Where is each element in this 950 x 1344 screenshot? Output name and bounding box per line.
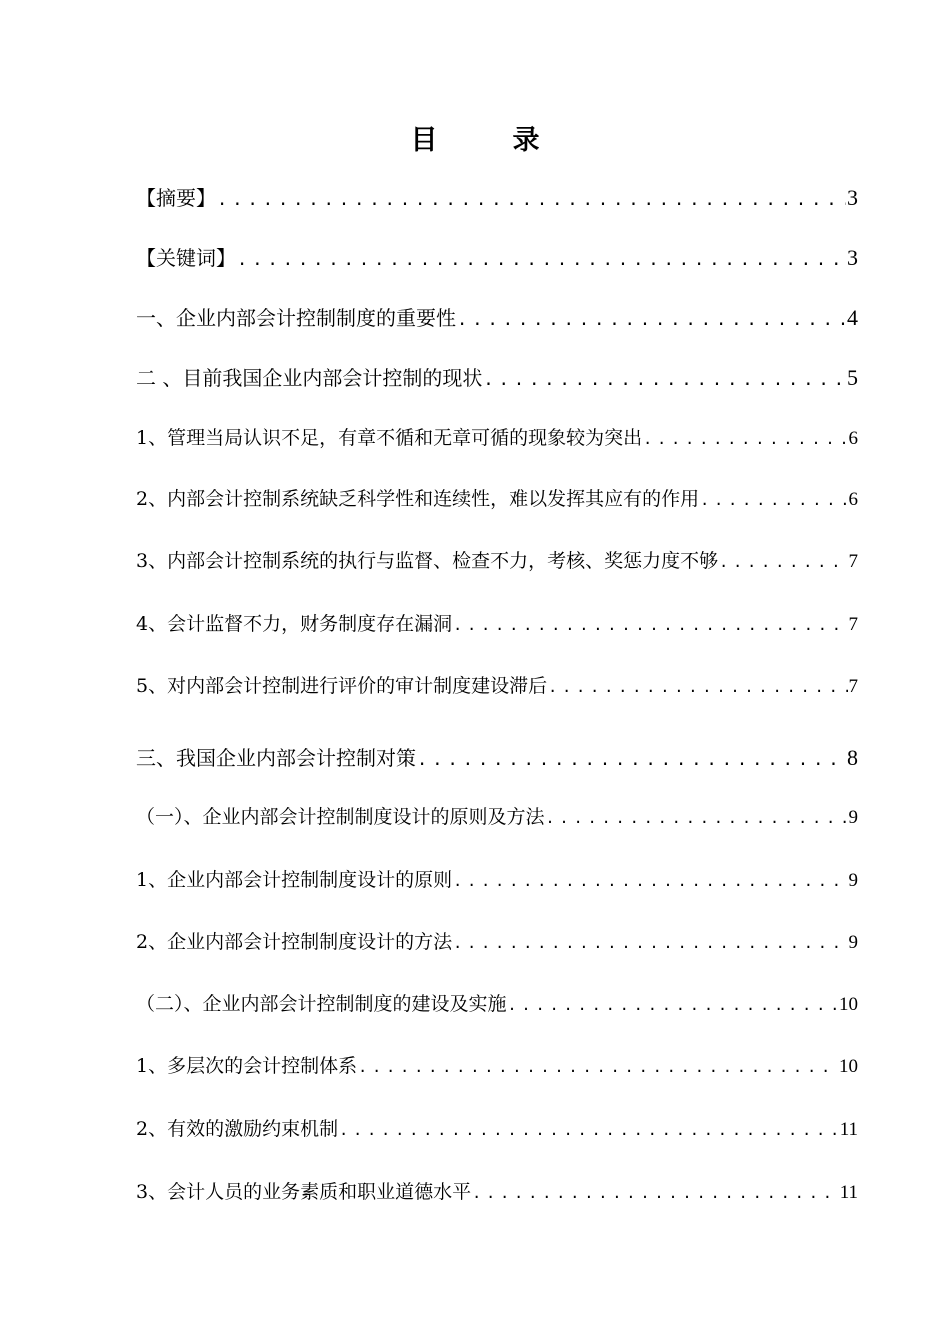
toc-entry-3-b-2[interactable] (136, 1114, 858, 1141)
toc-entry-label: （一）、企业内部会计控制制度设计的原则及方法 (136, 806, 545, 828)
toc-leader-dots (457, 310, 846, 330)
toc-leader-dots (339, 1121, 839, 1139)
toc-entry-2-2[interactable] (136, 484, 858, 511)
toc-leader-dots (643, 430, 847, 448)
toc-entry-label: 二 、目前我国企业内部会计控制的现状 (136, 366, 483, 390)
toc-entry-2-5[interactable] (136, 671, 858, 698)
toc-entry-section-1[interactable] (136, 302, 858, 331)
toc-entry-page: 6 (848, 428, 858, 449)
toc-leader-dots (453, 934, 847, 952)
toc-entry-abstract[interactable] (136, 182, 858, 211)
toc-title-right: 录 (512, 125, 540, 156)
toc-entry-page: 7 (848, 676, 858, 697)
toc-leader-dots (417, 750, 846, 770)
toc-entry-2-3[interactable] (136, 546, 858, 573)
toc-title (0, 118, 950, 157)
toc-entry-label: 5、对内部会计控制进行评价的审计制度建设滞后 (136, 675, 548, 697)
toc-entry-label: （二）、企业内部会计控制制度的建设及实施 (136, 993, 507, 1015)
toc-entry-page: 4 (847, 305, 858, 330)
toc-entry-page: 6 (848, 489, 858, 510)
toc-entry-label: 3、会计人员的业务素质和职业道德水平 (136, 1181, 472, 1203)
toc-entry-3-a-2[interactable] (136, 927, 858, 954)
toc-entry-label: 1、多层次的会计控制体系 (136, 1055, 358, 1077)
toc-entry-page: 3 (847, 185, 858, 210)
toc-leader-dots (472, 1184, 839, 1202)
toc-leader-dots (719, 553, 847, 571)
toc-leader-dots (546, 809, 848, 827)
toc-entry-page: 9 (848, 807, 858, 828)
toc-entry-label: 一、企业内部会计控制制度的重要性 (136, 306, 456, 330)
toc-leader-dots (217, 190, 846, 210)
toc-entry-2-1[interactable] (136, 423, 858, 450)
toc-entry-label: 【关键词】 (136, 246, 236, 270)
toc-entry-keywords[interactable] (136, 242, 858, 271)
toc-entry-label: 2、有效的激励约束机制 (136, 1118, 339, 1140)
toc-entry-section-2[interactable] (136, 362, 858, 391)
toc-leader-dots (548, 678, 847, 696)
toc-entry-label: 3、内部会计控制系统的执行与监督、检查不力，考核、奖惩力度不够 (136, 550, 719, 572)
toc-entry-page: 10 (839, 994, 858, 1015)
toc-entry-page: 9 (848, 870, 858, 891)
toc-entry-2-4[interactable] (136, 609, 858, 636)
toc-entry-page: 8 (847, 745, 858, 770)
toc-entry-3-a[interactable] (136, 802, 858, 829)
toc-entry-page: 3 (847, 245, 858, 270)
toc-entry-page: 9 (848, 932, 858, 953)
toc-entry-label: 2、内部会计控制系统缺乏科学性和连续性，难以发挥其应有的作用 (136, 488, 700, 510)
toc-leader-dots (237, 250, 846, 270)
toc-entry-label: 三、我国企业内部会计控制对策 (136, 746, 416, 770)
toc-leader-dots (358, 1058, 838, 1076)
toc-entry-section-3[interactable] (136, 742, 858, 771)
toc-entry-3-a-1[interactable] (136, 865, 858, 892)
toc-leader-dots (453, 616, 847, 634)
toc-title-left: 目 (410, 125, 438, 156)
toc-entry-label: 2、企业内部会计控制制度设计的方法 (136, 931, 453, 953)
toc-entry-label: 【摘要】 (136, 186, 216, 210)
toc-entry-page: 7 (848, 551, 858, 572)
toc-entry-page: 5 (847, 365, 858, 390)
toc-entry-3-b-1[interactable] (136, 1051, 858, 1078)
toc-entry-page: 11 (839, 1182, 858, 1203)
toc-entry-page: 11 (839, 1119, 858, 1140)
toc-entry-label: 1、管理当局认识不足，有章不循和无章可循的现象较为突出 (136, 427, 643, 449)
toc-leader-dots (508, 996, 838, 1014)
toc-entry-page: 10 (839, 1056, 858, 1077)
toc-leader-dots (483, 370, 846, 390)
toc-entry-3-b-3[interactable] (136, 1177, 858, 1204)
toc-leader-dots (453, 872, 847, 890)
toc-entry-3-b[interactable] (136, 989, 858, 1016)
toc-entry-page: 7 (848, 614, 858, 635)
toc-leader-dots (700, 491, 847, 509)
toc-entry-label: 4、会计监督不力，财务制度存在漏洞 (136, 613, 453, 635)
toc-entry-label: 1、企业内部会计控制制度设计的原则 (136, 869, 453, 891)
